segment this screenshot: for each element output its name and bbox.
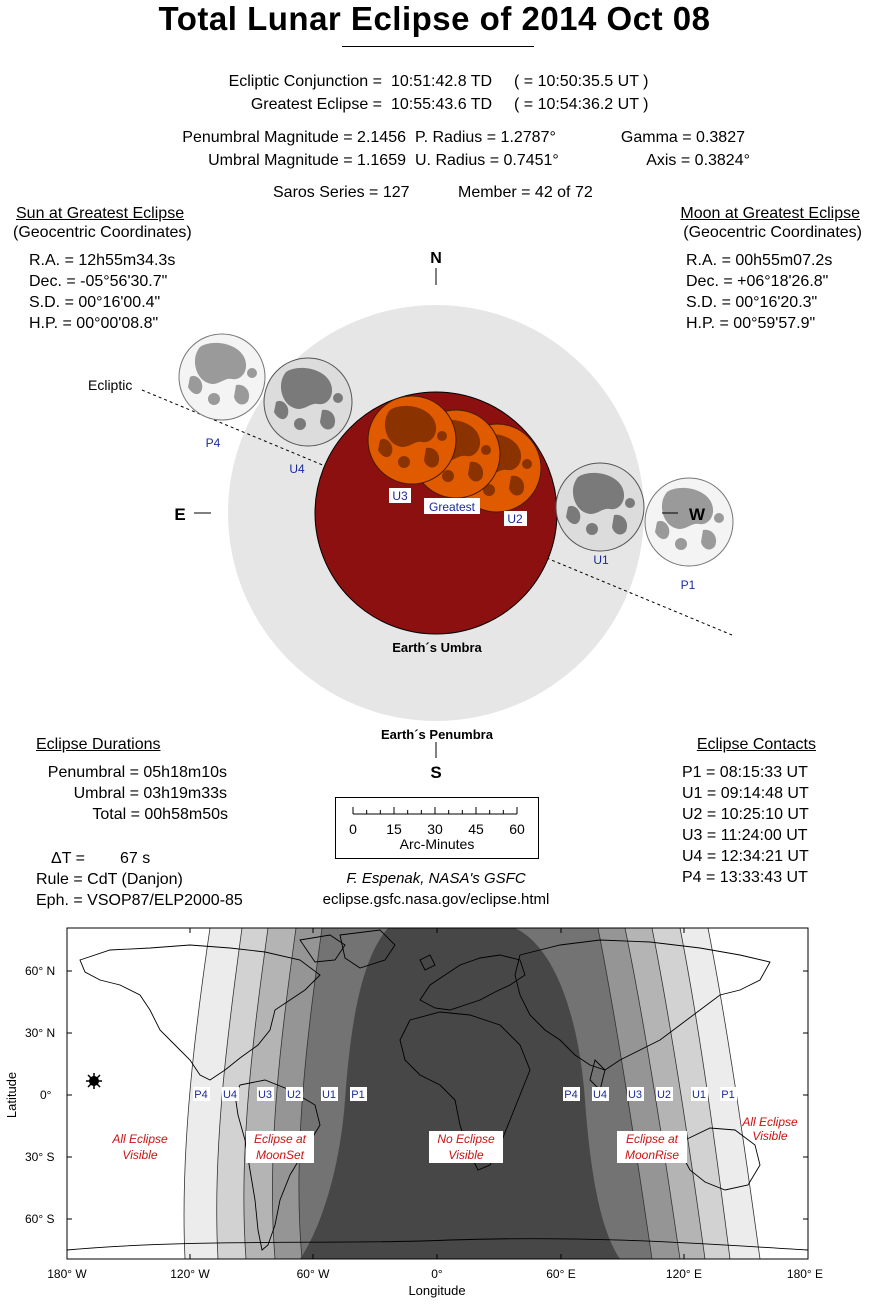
sun-title: Sun at Greatest Eclipse [16, 205, 185, 222]
contact-u2-time: U2 = 10:25:10 UT [682, 806, 809, 823]
south-label: S [430, 763, 442, 782]
lon-label-60e: 60° E [546, 1267, 576, 1281]
lon-label-60w: 60° W [296, 1267, 330, 1281]
p-radius: P. Radius = 1.2787° [415, 129, 556, 146]
sun-subtitle: (Geocentric Coordinates) [13, 224, 192, 241]
region-all-visible-w-2: Visible [122, 1148, 158, 1162]
lat-label-60n: 60° N [25, 964, 56, 978]
sun-ra: R.A. = 12h55m34.3s [29, 252, 176, 269]
saros-series: Saros Series = 127 [273, 184, 410, 201]
ecliptic-label: Ecliptic [88, 377, 133, 393]
scale-tick-45: 45 [468, 821, 484, 837]
arc-minute-scale [335, 797, 539, 859]
contact-u4-time: U4 = 12:34:21 UT [682, 848, 809, 865]
moon-title: Moon at Greatest Eclipse [680, 205, 860, 222]
lat-label-30s: 30° S [25, 1150, 55, 1164]
sun-hp: H.P. = 00°00'08.8" [29, 315, 159, 332]
contact-u4-label: U4 [289, 462, 305, 476]
map-contact-u2-e: U2 [656, 1089, 672, 1101]
lon-label-180w: 180° W [47, 1267, 87, 1281]
map-contact-u4-e: U4 [592, 1089, 608, 1101]
page-title: Total Lunar Eclipse of 2014 Oct 08 [158, 0, 711, 37]
lat-label-60s: 60° S [25, 1212, 55, 1226]
credit-url[interactable]: eclipse.gsfc.nasa.gov/eclipse.html [322, 891, 550, 908]
region-all-visible-e-1: All Eclipse [742, 1115, 798, 1129]
contact-p4-label: P4 [205, 436, 221, 450]
region-all-visible-e-2: Visible [752, 1129, 788, 1143]
visibility-map [0, 925, 869, 1305]
saros-member: Member = 42 of 72 [458, 184, 593, 201]
contact-u3-time: U3 = 11:24:00 UT [682, 827, 808, 844]
contact-p4-time: P4 = 13:33:43 UT [682, 869, 808, 886]
durations-title: Eclipse Durations [36, 736, 161, 753]
contacts-title: Eclipse Contacts [696, 736, 816, 753]
region-moonrise-2: MoonRise [624, 1148, 680, 1162]
map-contact-u2-w: U2 [286, 1089, 302, 1101]
map-contact-u3-e: U3 [627, 1089, 643, 1101]
moon-u1 [556, 463, 644, 551]
moon-sd: S.D. = 00°16'20.3" [686, 294, 818, 311]
delta-t-label: ΔT = [51, 850, 85, 867]
lat-label-0: 0° [40, 1088, 52, 1102]
map-contact-u4-w: U4 [222, 1089, 238, 1101]
moon-u3 [368, 396, 456, 484]
map-ylabel: Latitude [4, 1071, 19, 1119]
scale-tick-30: 30 [427, 821, 443, 837]
danjon-rule: Rule = CdT (Danjon) [36, 871, 183, 888]
moon-u4 [264, 358, 352, 446]
map-contact-p1-w: P1 [351, 1089, 365, 1101]
duration-penumbral: Penumbral = 05h18m10s [47, 764, 227, 781]
scale-label: Arc-Minutes [399, 836, 475, 852]
title-underline [342, 46, 534, 47]
west-label: W [688, 505, 706, 524]
umbra-label: Earth´s Umbra [392, 640, 482, 655]
axis: Axis = 0.3824° [646, 152, 750, 169]
umbral-magnitude: Umbral Magnitude = 1.1659 [208, 152, 406, 169]
region-moonrise-1: Eclipse at [625, 1132, 679, 1146]
region-none-2: Visible [448, 1148, 484, 1162]
map-xlabel: Longitude [408, 1283, 466, 1298]
map-contact-p1-e: P1 [721, 1089, 735, 1101]
map-contact-p4-e: P4 [564, 1089, 578, 1101]
map-contact-u1-e: U1 [691, 1089, 707, 1101]
region-moonset-2: MoonSet [255, 1148, 305, 1162]
moon-dec: Dec. = +06°18'26.8" [686, 273, 829, 290]
north-label: N [430, 250, 442, 267]
greatest-ut: ( = 10:54:36.2 UT ) [514, 96, 649, 113]
u-radius: U. Radius = 0.7451° [415, 152, 559, 169]
delta-t-value: 67 s [120, 850, 151, 867]
conjunction-td: 10:51:42.8 TD [391, 73, 493, 90]
duration-total: Total = 00h58m50s [92, 806, 228, 823]
lon-label-120e: 120° E [665, 1267, 703, 1281]
subsolar-point-icon [86, 1073, 102, 1089]
map-contact-u3-w: U3 [257, 1089, 273, 1101]
contact-u3-label: U3 [392, 489, 408, 503]
lat-label-30n: 30° N [25, 1026, 56, 1040]
gamma: Gamma = 0.3827 [620, 129, 745, 146]
contact-u1-time: U1 = 09:14:48 UT [682, 785, 809, 802]
map-contact-u1-w: U1 [321, 1089, 337, 1101]
contact-u2-label: U2 [507, 512, 523, 526]
region-all-visible-w-1: All Eclipse [112, 1132, 168, 1146]
greatest-label: Greatest Eclipse = [250, 96, 382, 113]
contact-p1-time: P1 = 08:15:33 UT [682, 764, 808, 781]
penumbra-label: Earth´s Penumbra [381, 727, 493, 742]
region-moonset-1: Eclipse at [253, 1132, 307, 1146]
contact-u1-label: U1 [593, 553, 609, 567]
conjunction-ut: ( = 10:50:35.5 UT ) [514, 73, 649, 90]
sun-sd: S.D. = 00°16'00.4" [29, 294, 161, 311]
contact-greatest-label: Greatest [428, 500, 476, 514]
lon-label-120w: 120° W [170, 1267, 210, 1281]
eclipse-diagram [0, 240, 869, 800]
duration-umbral: Umbral = 03h19m33s [73, 785, 227, 802]
scale-tick-60: 60 [509, 821, 525, 837]
map-contact-p4-w: P4 [194, 1089, 208, 1101]
scale-tick-15: 15 [386, 821, 402, 837]
east-label: E [174, 505, 186, 524]
scale-tick-0: 0 [349, 821, 357, 837]
conjunction-label: Ecliptic Conjunction = [228, 73, 382, 90]
moon-hp: H.P. = 00°59'57.9" [686, 315, 816, 332]
lon-label-180e: 180° E [786, 1267, 824, 1281]
moon-p4 [179, 334, 265, 420]
region-none-1: No Eclipse [437, 1132, 495, 1146]
sun-dec: Dec. = -05°56'30.7" [29, 273, 168, 290]
lon-label-0: 0° [431, 1267, 443, 1281]
ephemeris: Eph. = VSOP87/ELP2000-85 [36, 892, 243, 909]
moon-ra: R.A. = 00h55m07.2s [686, 252, 833, 269]
penumbral-magnitude: Penumbral Magnitude = 2.1456 [182, 129, 406, 146]
greatest-td: 10:55:43.6 TD [391, 96, 493, 113]
moon-subtitle: (Geocentric Coordinates) [683, 224, 862, 241]
credit-author: F. Espenak, NASA's GSFC [346, 870, 526, 887]
contact-p1-label: P1 [680, 578, 696, 592]
